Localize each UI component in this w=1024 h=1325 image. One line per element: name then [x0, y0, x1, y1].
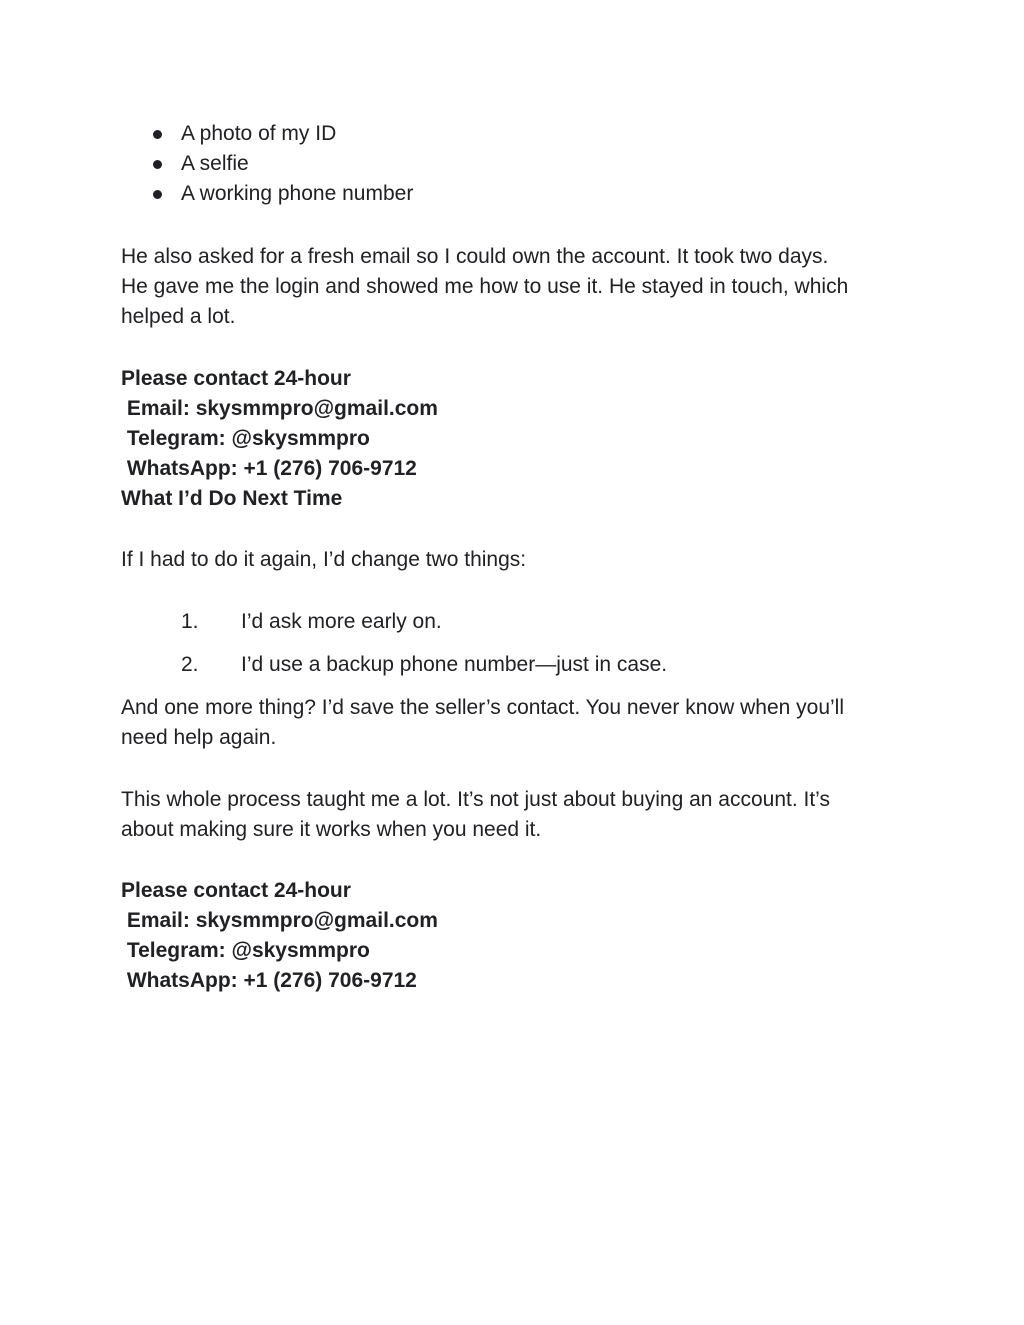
contact-whatsapp: WhatsApp: +1 (276) 706-9712 [121, 969, 417, 992]
list-number: 2. [181, 653, 199, 676]
contact-telegram: Telegram: @skysmmpro [121, 939, 370, 962]
bullet-dot-icon [153, 160, 162, 169]
list-item: I’d use a backup phone number—just in case. [241, 653, 668, 676]
paragraph-line: This whole process taught me a lot. It’s not just about buying an account. It’s [121, 788, 830, 811]
bullet-item: A working phone number [181, 182, 414, 205]
contact-telegram: Telegram: @skysmmpro [121, 427, 370, 450]
bullet-dot-icon [153, 190, 162, 199]
paragraph-line: need help again. [121, 726, 277, 749]
contact-email: Email: skysmmpro@gmail.com [121, 397, 438, 420]
list-item: I’d ask more early on. [241, 610, 442, 633]
contact-whatsapp: WhatsApp: +1 (276) 706-9712 [121, 457, 417, 480]
contact-heading: Please contact 24-hour [121, 367, 351, 390]
list-number: 1. [181, 610, 199, 633]
paragraph-line: He also asked for a fresh email so I could own the account. It took two days. [121, 245, 829, 268]
bullet-item: A selfie [181, 152, 249, 175]
section-heading: What I’d Do Next Time [121, 487, 343, 510]
paragraph-line: about making sure it works when you need it. [121, 818, 542, 841]
paragraph-line: He gave me the login and showed me how to use it. He stayed in touch, which [121, 275, 849, 298]
contact-email: Email: skysmmpro@gmail.com [121, 909, 438, 932]
bullet-item: A photo of my ID [181, 122, 337, 145]
paragraph-line: And one more thing? I’d save the seller’s contact. You never know when you’ll [121, 696, 845, 719]
bullet-dot-icon [153, 130, 162, 139]
paragraph-line: helped a lot. [121, 305, 236, 328]
contact-heading: Please contact 24-hour [121, 879, 351, 902]
paragraph-intro-list: If I had to do it again, I’d change two things: [121, 548, 527, 571]
